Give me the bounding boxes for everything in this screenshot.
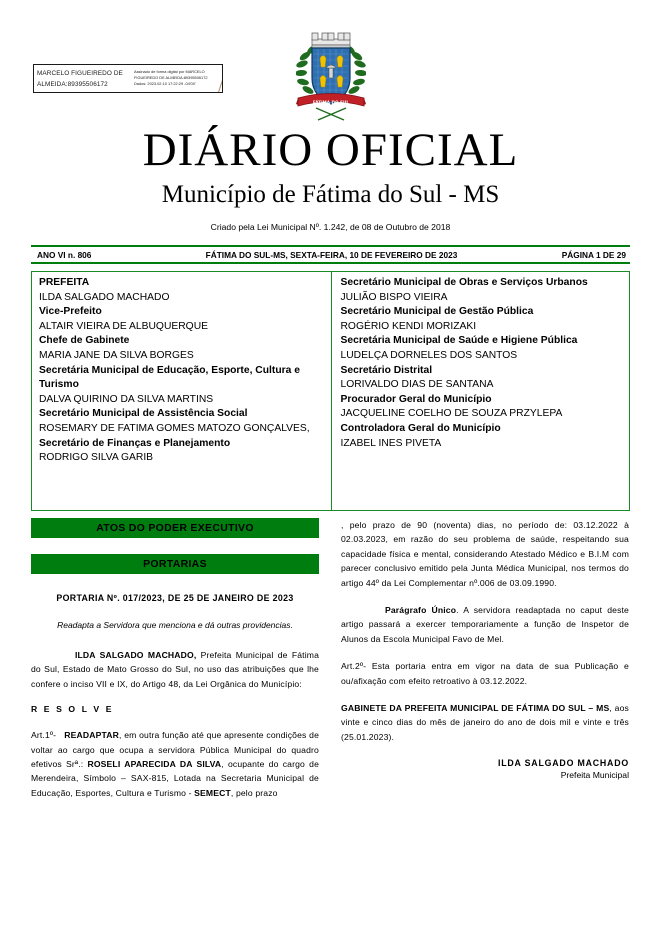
official-role: Chefe de Gabinete xyxy=(39,335,130,347)
official-role: Secretária Municipal de Educação, Esporte, Cultura e Turismo xyxy=(39,364,300,391)
masthead-subtitle: Município de Fátima do Sul - MS xyxy=(161,181,500,208)
official-role: Secretário Municipal de Obras e Serviços Urbanos xyxy=(340,277,588,288)
digital-signature-stamp xyxy=(33,64,223,93)
portaria-ementa: Readapta a Servidora que menciona e dá outras providencias. xyxy=(57,620,293,630)
official-person: ILDA SALGADO MACHADO xyxy=(39,291,170,303)
signature-meta-line-1: Assinado de forma digital por MARCELO xyxy=(134,69,205,74)
coat-of-arms-icon xyxy=(296,26,366,122)
official-person: LUDELÇA DORNELES DOS SANTOS xyxy=(340,349,518,361)
official-role: Procurador Geral do Município xyxy=(340,393,492,405)
section-banner-portarias: PORTARIAS xyxy=(31,554,319,574)
official-person: IZABEL INES PIVETA xyxy=(340,437,442,449)
official-role: Secretária Municipal de Saúde e Higiene Pública xyxy=(340,335,578,347)
official-person: LORIVALDO DIAS DE SANTANA xyxy=(340,379,494,391)
masthead xyxy=(0,124,661,233)
page-indicator: PÁGINA 1 DE 29 xyxy=(561,249,626,260)
article-1-text-part-2: , ocupante do cargo de Merendeira, Símbolo – SAX-815, Lotada na Secretaria Municipal de Educação, Esportes, Cultura e Turismo - xyxy=(31,759,319,798)
article-1-text-part-1: , em outra função até que apresente condições de voltar ao cargo que ocupa a servidora Pública Municipal do quadro efetivos Srª.: xyxy=(31,730,319,770)
portaria-article-1 xyxy=(31,728,319,800)
signatory-name: ILDA SALGADO MACHADO xyxy=(497,758,629,769)
official-person: ROGÉRIO KENDI MORIZAKI xyxy=(340,320,477,332)
gabinete-label: GABINETE DA PREFEITA MUNICIPAL DE FÁTIMA DO SUL – MS xyxy=(341,703,610,714)
content-column-left xyxy=(31,518,319,813)
official-person: ALTAIR VIEIRA DE ALBUQUERQUE xyxy=(39,320,208,332)
portaria-article-2: Art.2º- Esta portaria entra em vigor na data de sua Publicação e ou/afixação com efeito retroativo à 03.12.2022. xyxy=(341,661,629,686)
gabinete-text: , aos vinte e cinco dias do mês de janeiro do ano de dois mil e vinte e três (25.01.2023). xyxy=(341,703,629,742)
resolve-heading: R E S O L V E xyxy=(31,704,114,715)
article-1-servidora-name: ROSELI APARECIDA DA SILVA xyxy=(87,759,222,770)
official-person: RODRIGO SILVA GARIB xyxy=(39,452,154,464)
signature-name-line-2: ALMEIDA:89395506172 xyxy=(37,81,108,88)
preamble-text: Prefeita Municipal de Fátima do Sul, Estado de Mato Grosso do Sul, no uso das atribuições que lhe confere o inciso VII e IX, do Artigo 48, da Lei Orgânica do Município: xyxy=(31,650,319,689)
masthead-law-note: Criado pela Lei Municipal Nº. 1.242, de 08 de Outubro de 2018 xyxy=(210,222,451,232)
article-1-keyword: READAPTAR xyxy=(64,730,119,741)
official-person: JACQUELINE COELHO DE SOUZA PRZYLEPA xyxy=(340,408,563,420)
issue-info-bar xyxy=(31,245,630,264)
official-person: MARIA JANE DA SILVA BORGES xyxy=(39,349,194,361)
official-role: Secretário Municipal de Assistência Social xyxy=(39,408,248,420)
article-1-semect: SEMECT xyxy=(194,787,231,798)
paragrafo-unico-label: Parágrafo Único xyxy=(385,605,457,616)
officials-column-right xyxy=(331,272,630,510)
paragrafo-unico-text: . A servidora readaptada no caput deste artigo passará a exercer temporariamente a função de Inspetor de Alunos da Escola Municipal Favo de Mel. xyxy=(341,605,629,644)
issue-number: ANO VI n. 806 xyxy=(37,249,92,260)
official-person: ROSEMARY DE FATIMA GOMES MATOZO GONÇALVES, xyxy=(39,422,310,434)
signature-meta-line-2: FIGUEIREDO DE ALMEIDA:89395506172 xyxy=(134,75,208,81)
signature-metadata xyxy=(130,65,222,92)
content-columns xyxy=(31,518,630,813)
svg-text:FÁTIMA DO SUL: FÁTIMA DO SUL xyxy=(312,100,350,105)
preamble-mayor-name: ILDA SALGADO MACHADO, xyxy=(75,650,197,660)
official-role: Vice-Prefeito xyxy=(39,306,102,318)
official-person: DALVA QUIRINO DA SILVA MARTINS xyxy=(39,393,214,405)
section-banner-executive: ATOS DO PODER EXECUTIVO xyxy=(31,518,319,538)
signatory-role: Prefeita Municipal xyxy=(560,770,629,781)
gabinete-paragraph xyxy=(341,701,629,744)
portaria-preamble xyxy=(31,648,319,691)
paragrafo-unico xyxy=(341,603,629,646)
official-role: Controladora Geral do Município xyxy=(340,422,501,434)
official-role: Secretário Municipal de Gestão Pública xyxy=(340,306,534,318)
article-1-text-tail: , pelo prazo xyxy=(230,787,278,798)
page-title: DIÁRIO OFICIAL xyxy=(142,124,519,176)
official-role: PREFEITA xyxy=(39,277,90,288)
article-1-label: Art.1º- xyxy=(31,730,57,741)
signature-certificate-name xyxy=(34,65,130,92)
portaria-title: PORTARIA Nº. 017/2023, DE 25 DE JANEIRO DE 2023 xyxy=(56,593,294,603)
officials-column-left xyxy=(32,272,331,510)
official-role: Secretário Distrital xyxy=(340,364,433,376)
official-role: Secretário de Finanças e Planejamento xyxy=(39,437,231,449)
signature-meta-line-3: Dados: 2023.02.10 17:22:29 -04'00' xyxy=(134,81,196,87)
content-column-right xyxy=(341,518,629,813)
article-1-continuation: , pelo prazo de 90 (noventa) dias, no período de: 03.12.2022 à 02.03.2023, em razão do seu problema de saúde, respeitando sua capacidade física e mental, considerando Atestado Médico e B.I.M com parecer conclusivo emitido pela Junta Médica Municipal, nos termos do artigo 44º da Lei Complementar nº.006 de 03.09.1990. xyxy=(341,520,629,588)
official-person: JULIÃO BISPO VIEIRA xyxy=(340,291,448,303)
issue-city-date: FÁTIMA DO SUL-MS, SEXTA-FEIRA, 10 DE FEVEREIRO DE 2023 xyxy=(205,249,458,260)
officials-box xyxy=(31,271,630,511)
signature-name-line-1: MARCELO FIGUEIREDO DE xyxy=(37,70,123,77)
